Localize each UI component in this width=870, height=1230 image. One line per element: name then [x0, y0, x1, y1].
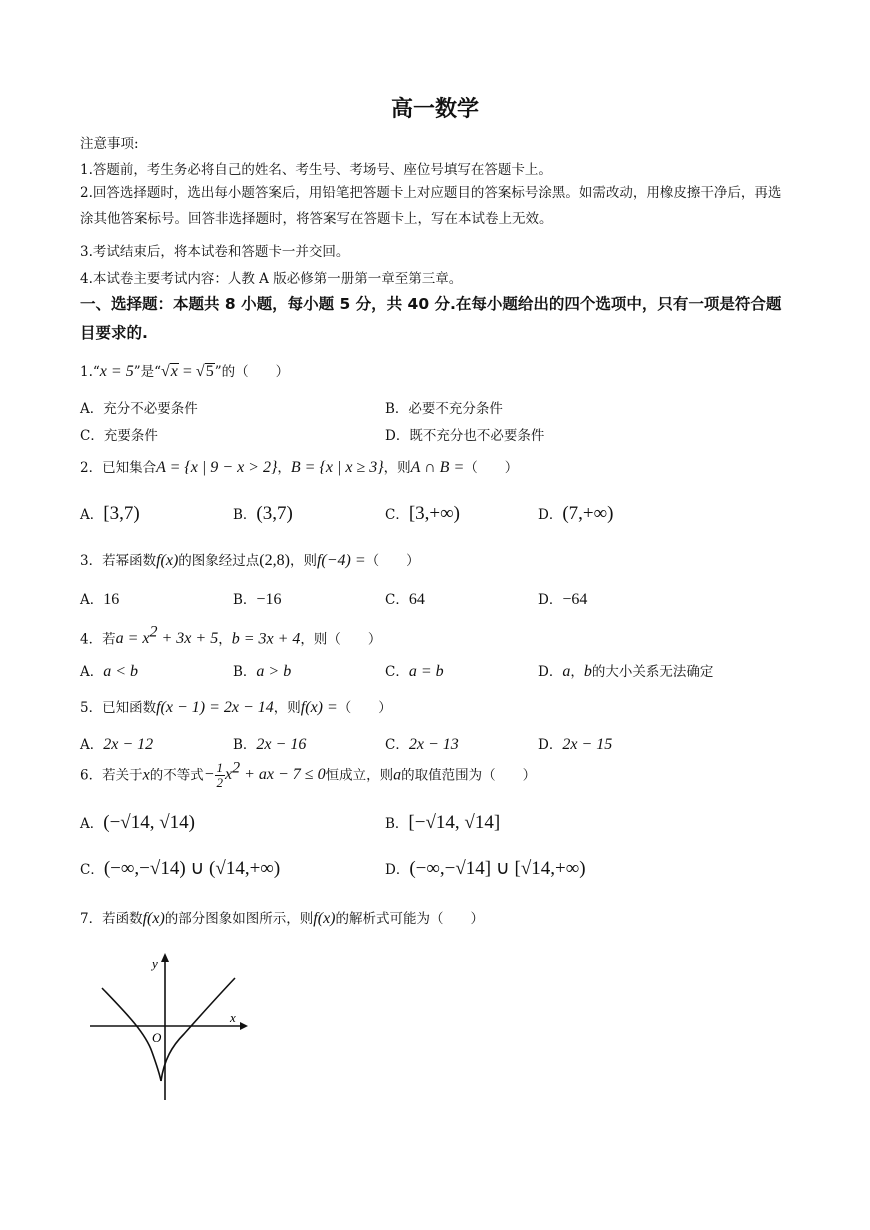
notice-item-4: 4.本试卷主要考试内容：人教 A 版必修第一册第一章至第三章。 — [80, 271, 463, 287]
q1-option-b[interactable]: B．必要不充分条件 — [385, 401, 503, 417]
q6-option-a[interactable]: A．(−√14, √14) — [80, 812, 195, 833]
q2-prefix: 2．已知集合 — [80, 460, 157, 476]
q5-prefix: 5．已知函数 — [80, 700, 157, 716]
notice-item-2: 2.回答选择题时，选出每小题答案后，用铅笔把答题卡上对应题目的答案标号涂黑。如需改动，用橡皮擦干净后，再选涂其他答案标号。回答非选择题时，将答案写在答题卡上，写在本试卷上无效。 — [80, 185, 782, 227]
q3-ask: f(−4) = — [316, 552, 366, 569]
page-title: 高一数学 — [390, 97, 479, 122]
q4-sep: ， — [218, 631, 232, 648]
q5-mid: ，则 — [273, 700, 301, 716]
q6-suffix: 的取值范围为（ ） — [401, 767, 537, 784]
notice-item-1: 1.答题前，考生务必将自己的姓名、考生号、考场号、座位号填写在答题卡上。 — [80, 162, 552, 178]
question-6 — [80, 760, 536, 790]
q1-suffix: ”的（ ） — [214, 364, 290, 380]
question-3 — [80, 549, 420, 570]
q1-lhs: x = 5 — [99, 363, 134, 380]
q7-prefix: 7．若函数 — [80, 911, 143, 927]
q5-option-a[interactable]: A．2x − 12 — [80, 736, 154, 753]
q3-point: (2,8) — [259, 552, 290, 569]
q2-option-c-value: [3,+∞) — [408, 503, 461, 524]
notice-item-3: 3.考试结束后，将本试卷和答题卡一并交回。 — [80, 244, 350, 260]
question-1 — [80, 360, 289, 381]
q2-option-d[interactable]: D．(7,+∞) — [538, 503, 614, 524]
question-2 — [80, 456, 518, 477]
q1-rhs: √x = √5 — [161, 363, 214, 380]
q3-mid2: ，则 — [289, 553, 317, 569]
y-axis-label: y — [152, 956, 158, 971]
q6-prefix: 6．若关于 — [80, 767, 143, 784]
section-heading: 一、选择题：本题共 8 小题，每小题 5 分，共 40 分.在每小题给出的四个选项中，只有一项是符合题目要求的. — [80, 295, 782, 342]
q5-given: f(x − 1) = 2x − 14 — [156, 699, 274, 716]
q3-mid: 的图象经过点 — [178, 553, 260, 569]
q5-suffix: （ ） — [337, 700, 392, 716]
q2-option-d-value: (7,+∞) — [562, 503, 614, 524]
q4-prefix: 4．若 — [80, 631, 116, 648]
q2-sep: ， — [277, 460, 291, 476]
q1-mid: ”是“ — [133, 364, 162, 380]
x-axis-label: x — [230, 1010, 236, 1025]
q4-b-expr: b = 3x + 4 — [231, 630, 301, 648]
curve-right — [161, 978, 235, 1081]
q5-option-d[interactable]: D．2x − 15 — [538, 736, 613, 753]
q6-mid2: 恒成立，则 — [325, 767, 394, 784]
q5-option-b[interactable]: B．2x − 16 — [233, 736, 307, 753]
q2-option-b[interactable]: B．(3,7) — [233, 503, 293, 524]
q1-option-d[interactable]: D．既不充分也不必要条件 — [385, 428, 545, 444]
q3-prefix: 3．若幂函数 — [80, 553, 157, 569]
q3-option-c[interactable]: C．64 — [385, 591, 425, 608]
question-7 — [80, 907, 484, 928]
q7-function-graph — [80, 950, 260, 1110]
q4-option-d[interactable]: D．a，b的大小关系无法确定 — [538, 663, 714, 680]
q6-option-d[interactable]: D．(−∞,−√14] ∪ [√14,+∞) — [385, 858, 586, 879]
q6-param: a — [393, 766, 402, 784]
q2-option-b-value: (3,7) — [256, 503, 293, 524]
q7-mid: 的部分图象如图所示，则 — [164, 911, 314, 927]
q4-a-expr: $a = x^2 + 3x + 5$ — [115, 624, 219, 648]
origin-label: O — [152, 1030, 162, 1045]
notice-heading: 注意事项: — [80, 136, 139, 152]
q7-suffix: 的解析式可能为（ ） — [335, 911, 484, 927]
q3-suffix: （ ） — [365, 553, 420, 569]
q2-set-a: A = {x | 9 − x > 2} — [156, 459, 278, 476]
q4-option-b[interactable]: B．a > b — [233, 663, 292, 680]
q1-prefix: 1.“ — [80, 364, 100, 380]
q2-mid: ，则 — [383, 460, 411, 476]
q3-option-d[interactable]: D．−64 — [538, 591, 588, 608]
q5-option-c[interactable]: C．2x − 13 — [385, 736, 459, 753]
q7-fx: f(x) — [142, 910, 165, 927]
x-axis-arrow — [240, 1022, 248, 1030]
q6-inequality: − $\frac{1}{2}$ $x^2$ + ax − 7 ≤ 0 — [203, 760, 326, 791]
q6-var: x — [142, 766, 150, 784]
q4-option-a[interactable]: A．a < b — [80, 663, 139, 680]
q7-fx2: f(x) — [313, 910, 336, 927]
q3-fx: f(x) — [156, 552, 179, 569]
y-axis-arrow — [161, 953, 169, 962]
q6-option-b[interactable]: B．[−√14, √14] — [385, 812, 501, 833]
q2-option-a[interactable]: A．[3,7) — [80, 503, 140, 524]
q2-option-a-value: [3,7) — [103, 503, 140, 524]
q4-option-c[interactable]: C．a = b — [385, 663, 444, 680]
q5-ask: f(x) = — [300, 699, 338, 716]
q3-option-a[interactable]: A．16 — [80, 591, 120, 608]
question-5 — [80, 696, 392, 717]
q4-suffix: ，则（ ） — [300, 631, 382, 648]
question-4 — [80, 624, 381, 648]
q3-option-b[interactable]: B．−16 — [233, 591, 282, 608]
q2-set-b: B = {x | x ≥ 3} — [290, 459, 384, 476]
q6-mid: 的不等式 — [149, 767, 204, 784]
q2-option-c[interactable]: C．[3,+∞) — [385, 503, 461, 524]
q2-suffix: （ ） — [464, 460, 519, 476]
q2-expr: A ∩ B = — [410, 459, 465, 476]
q6-option-c[interactable]: C．(−∞,−√14) ∪ (√14,+∞) — [80, 858, 281, 879]
q1-option-c[interactable]: C．充要条件 — [80, 428, 158, 444]
q1-option-a[interactable]: A．充分不必要条件 — [80, 401, 198, 417]
